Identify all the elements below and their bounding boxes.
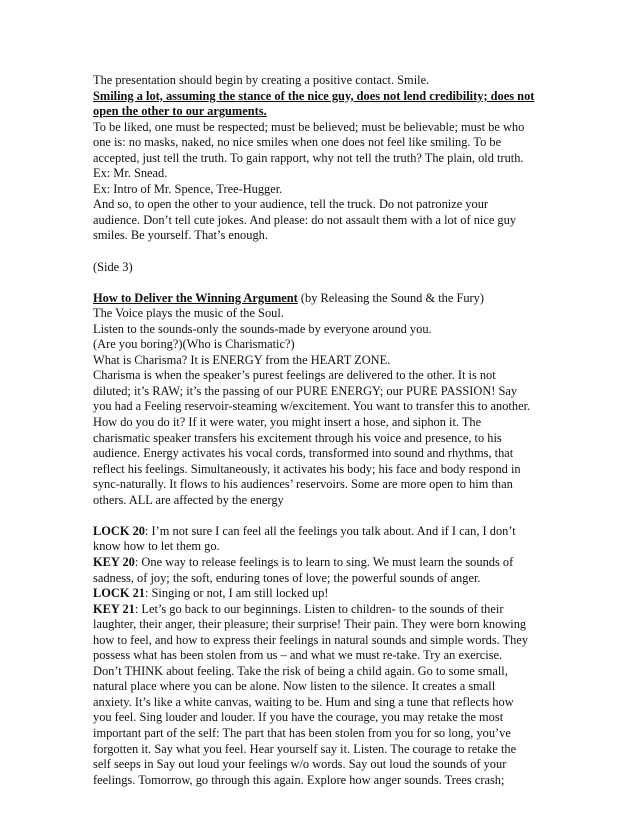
text-line: feelings. Tomorrow, go through this again. Explore how anger sounds. Trees crash; bbox=[93, 772, 505, 787]
key-21-line bbox=[93, 602, 553, 618]
text-line: Ex: Mr. Snead. bbox=[93, 166, 168, 181]
text-line: accepted, just tell the truth. To gain rapport, why not tell the truth? The plain, old truth. bbox=[93, 150, 524, 165]
text-line: you feel. Sing louder and louder. If you have the courage, you may retake the most bbox=[93, 710, 504, 725]
text-line: sync-naturally. It flows to his audiences’ reservoirs. Some are more open to him than bbox=[93, 477, 513, 492]
text-line: What is Charisma? It is ENERGY from the HEART ZONE. bbox=[93, 352, 391, 367]
text-line: know how to let them go. bbox=[93, 539, 220, 554]
key-20-text: : One way to release feelings is to learn to sing. We must learn the sounds of bbox=[134, 554, 514, 569]
text-line: anxiety. It’s like a white canvas, waiting to be. Hum and sing a tune that reflects how bbox=[93, 694, 514, 709]
text-line: How do you do it? If it were water, you might insert a hose, and siphon it. The bbox=[93, 415, 482, 430]
text-line: smiles. Be yourself. That’s enough. bbox=[93, 228, 268, 243]
key-21-label: KEY 21 bbox=[93, 601, 135, 616]
document-body bbox=[93, 73, 553, 788]
text-line: The Voice plays the music of the Soul. bbox=[93, 306, 284, 321]
lock-21-line bbox=[93, 586, 553, 602]
lock-20-text: : I’m not sure I can feel all the feelings you talk about. And if I can, I don’t bbox=[144, 523, 516, 538]
section-heading bbox=[93, 291, 553, 307]
text-line: laughter, their anger, their pleasure; their surprise! Their pain. They were born knowing bbox=[93, 617, 527, 632]
text-line: how to feel, and how to express their feelings in natural sounds and simple words. They bbox=[93, 632, 529, 647]
text-line: important part of the self: The part that has been stolen from you for so long, you’ve bbox=[93, 725, 511, 740]
text-line: Charisma is when the speaker’s purest feelings are delivered to the other. It is not bbox=[93, 368, 496, 383]
text-line: audience. Don’t tell cute jokes. And please: do not assault them with a lot of nice guy bbox=[93, 212, 517, 227]
text-line: others. ALL are affected by the energy bbox=[93, 492, 284, 507]
key-20-label: KEY 20 bbox=[93, 554, 135, 569]
text-line: diluted; it’s RAW; it’s the passing of our PURE ENERGY; our PURE PASSION! Say bbox=[93, 383, 518, 398]
lock-20-label: LOCK 20 bbox=[93, 523, 145, 538]
lock-21-text: : Singing or not, I am still locked up! bbox=[144, 586, 329, 601]
side-label: (Side 3) bbox=[93, 259, 133, 274]
text-line: forgotten it. Say what you feel. Hear yourself say it. Listen. The courage to retake the bbox=[93, 741, 517, 756]
text-line: one is: no masks, naked, no nice smiles when one does not feel like smiling. To be bbox=[93, 135, 502, 150]
emphasis-line: open the other to our arguments. bbox=[93, 104, 267, 119]
text-line: natural place where you can be alone. Now listen to the silence. It creates a small bbox=[93, 679, 496, 694]
text-line: To be liked, one must be respected; must be believed; must be believable; must be who bbox=[93, 119, 525, 134]
section-heading-title: How to Deliver the Winning Argument bbox=[93, 290, 298, 305]
emphasis-line: Smiling a lot, assuming the stance of the nice guy, does not lend credibility; does not bbox=[93, 88, 535, 103]
text-line: reflect his feelings. Simultaneously, it activates his body; his face and body respond in bbox=[93, 461, 521, 476]
paragraph-gap bbox=[93, 275, 553, 291]
lock-20-line bbox=[93, 524, 553, 540]
paragraph-gap bbox=[93, 244, 553, 260]
text-line: sadness, of joy; the soft, enduring tones of love; the powerful sounds of anger. bbox=[93, 570, 481, 585]
text-line: possess what has been stolen from us – and what we must re-take. Try an exercise. bbox=[93, 648, 503, 663]
text-line: And so, to open the other to your audience, tell the truck. Do not patronize your bbox=[93, 197, 489, 212]
paragraph-gap bbox=[93, 508, 553, 524]
key-20-line bbox=[93, 555, 553, 571]
text-line: (Are you boring?)(Who is Charismatic?) bbox=[93, 337, 295, 352]
section-heading-subtitle: (by Releasing the Sound & the Fury) bbox=[297, 290, 484, 305]
text-line: Don’t THINK about feeling. Take the risk of being a child again. Go to some small, bbox=[93, 663, 508, 678]
text-line: you had a Feeling reservoir-steaming w/excitement. You want to transfer this to another. bbox=[93, 399, 531, 414]
lock-21-label: LOCK 21 bbox=[93, 586, 145, 601]
key-21-text: : Let’s go back to our beginnings. Listen to children- to the sounds of their bbox=[134, 601, 504, 616]
text-line: audience. Energy activates his vocal cords, transformed into sound and rhythms, that bbox=[93, 446, 514, 461]
text-line: The presentation should begin by creating a positive contact. Smile. bbox=[93, 73, 430, 87]
text-line: self seeps in Say out loud your feelings w/o words. Say out loud the sounds of your bbox=[93, 757, 507, 772]
text-line: Listen to the sounds-only the sounds-made by everyone around you. bbox=[93, 321, 432, 336]
text-line: Ex: Intro of Mr. Spence, Tree-Hugger. bbox=[93, 181, 283, 196]
text-line: charismatic speaker transfers his excitement through his voice and presence, to his bbox=[93, 430, 502, 445]
